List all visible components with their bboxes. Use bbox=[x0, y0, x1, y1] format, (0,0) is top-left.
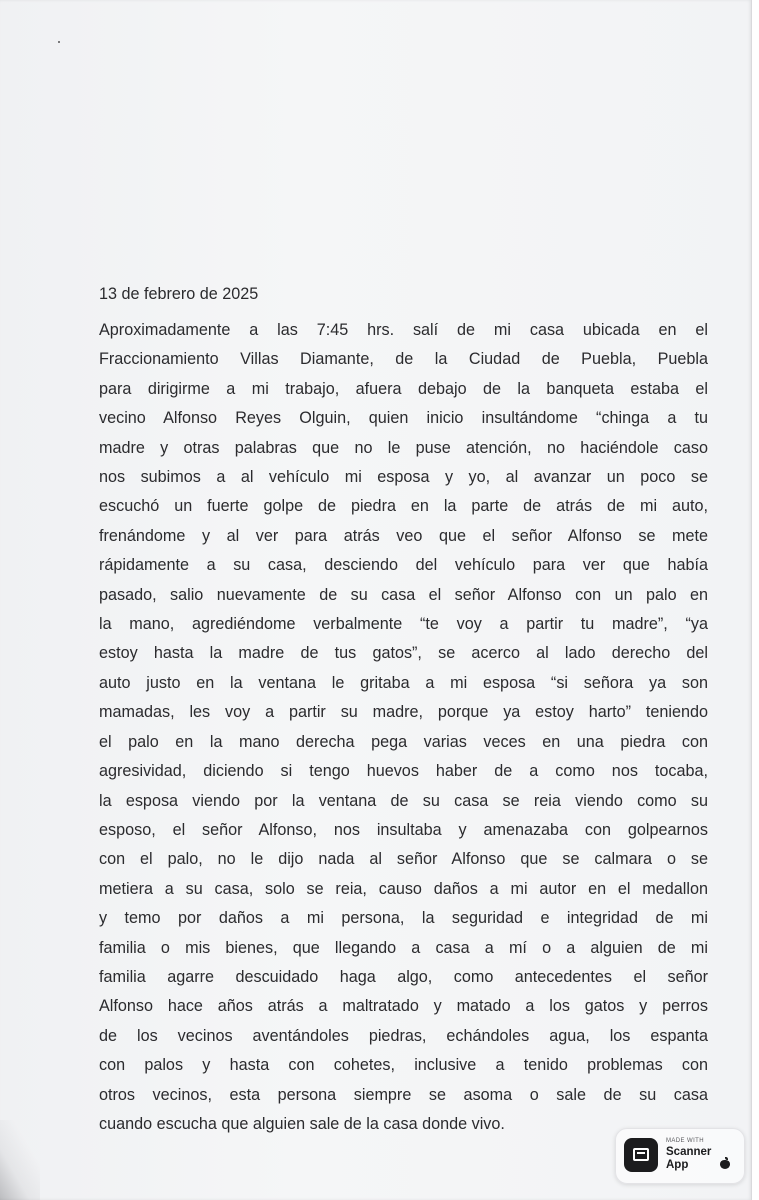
scanner-app-watermark bbox=[615, 1128, 745, 1184]
body-line: para dirigirme a mi trabajo, afuera debajo de la banqueta estaba el bbox=[99, 379, 708, 398]
body-line: con el palo, no le dijo nada al señor Alfonso que se calmara o se bbox=[99, 850, 708, 869]
watermark-made-with: MADE WITH bbox=[666, 1138, 704, 1144]
page-corner-shadow bbox=[0, 1120, 40, 1200]
body-line: rápidamente a su casa, desciendo del vehículo para ver que había bbox=[99, 556, 708, 575]
body-line: el palo en la mano derecha pega varias veces en una piedra con bbox=[99, 732, 708, 751]
body-line: cuando escucha que alguien sale de la casa donde vivo. bbox=[99, 1114, 505, 1133]
body-line: otros vecinos, esta persona siempre se asoma o sale de su casa bbox=[99, 1085, 708, 1104]
body-line: estoy hasta la madre de tus gatos”, se acerco al lado derecho del bbox=[99, 644, 708, 663]
scanner-app-icon bbox=[624, 1138, 658, 1172]
body-line: de los vecinos aventándoles piedras, echándoles agua, los espanta bbox=[99, 1026, 708, 1045]
body-line: pasado, salio nuevamente de su casa el señor Alfonso con un palo en bbox=[99, 585, 708, 604]
body-line: mamadas, les voy a partir su madre, porque ya estoy harto” teniendo bbox=[99, 703, 708, 722]
body-line: madre y otras palabras que no le puse atención, no haciéndole caso bbox=[99, 438, 708, 457]
watermark-app-name: Scanner App bbox=[666, 1146, 712, 1171]
body-line: escuchó un fuerte golpe de piedra en la parte de atrás de mi auto, bbox=[99, 497, 708, 516]
body-line: agresividad, diciendo si tengo huevos haber de a como nos tocaba, bbox=[99, 762, 708, 781]
body-line: nos subimos a al vehículo mi esposa y yo, al avanzar un poco se bbox=[99, 468, 708, 487]
body-line: metiera a su casa, solo se reia, causo daños a mi autor en el medallon bbox=[99, 879, 708, 898]
body-line: Fraccionamiento Villas Diamante, de la Ciudad de Puebla, Puebla bbox=[99, 350, 708, 369]
document-body bbox=[99, 316, 708, 1139]
body-line: vecino Alfonso Reyes Olguin, quien inicio insultándome “chinga a tu bbox=[99, 409, 708, 428]
apple-icon bbox=[720, 1158, 730, 1169]
paper-speck bbox=[58, 41, 60, 43]
document-date: 13 de febrero de 2025 bbox=[99, 285, 259, 303]
body-line: familia agarre descuidado haga algo, como antecedentes el señor bbox=[99, 967, 708, 986]
body-line: con palos y hasta con cohetes, inclusive a tenido problemas con bbox=[99, 1056, 708, 1075]
body-line: auto justo en la ventana le gritaba a mi esposa “si señora ya son bbox=[99, 673, 708, 692]
body-line: familia o mis bienes, que llegando a casa a mí o a alguien de mi bbox=[99, 938, 708, 957]
page-edge bbox=[751, 0, 759, 1200]
body-line: la esposa viendo por la ventana de su casa se reia viendo como su bbox=[99, 791, 708, 810]
body-line: esposo, el señor Alfonso, nos insultaba y amenazaba con golpearnos bbox=[99, 820, 708, 839]
body-line: frenándome y al ver para atrás veo que el señor Alfonso se mete bbox=[99, 526, 708, 545]
body-line: Aproximadamente a las 7:45 hrs. salí de mi casa ubicada en el bbox=[99, 321, 708, 339]
body-line: la mano, agrediéndome verbalmente “te voy a partir tu madre”, “ya bbox=[99, 615, 708, 634]
body-line: Alfonso hace años atrás a maltratado y matado a los gatos y perros bbox=[99, 997, 708, 1016]
body-line: y temo por daños a mi persona, la seguridad e integridad de mi bbox=[99, 909, 708, 928]
